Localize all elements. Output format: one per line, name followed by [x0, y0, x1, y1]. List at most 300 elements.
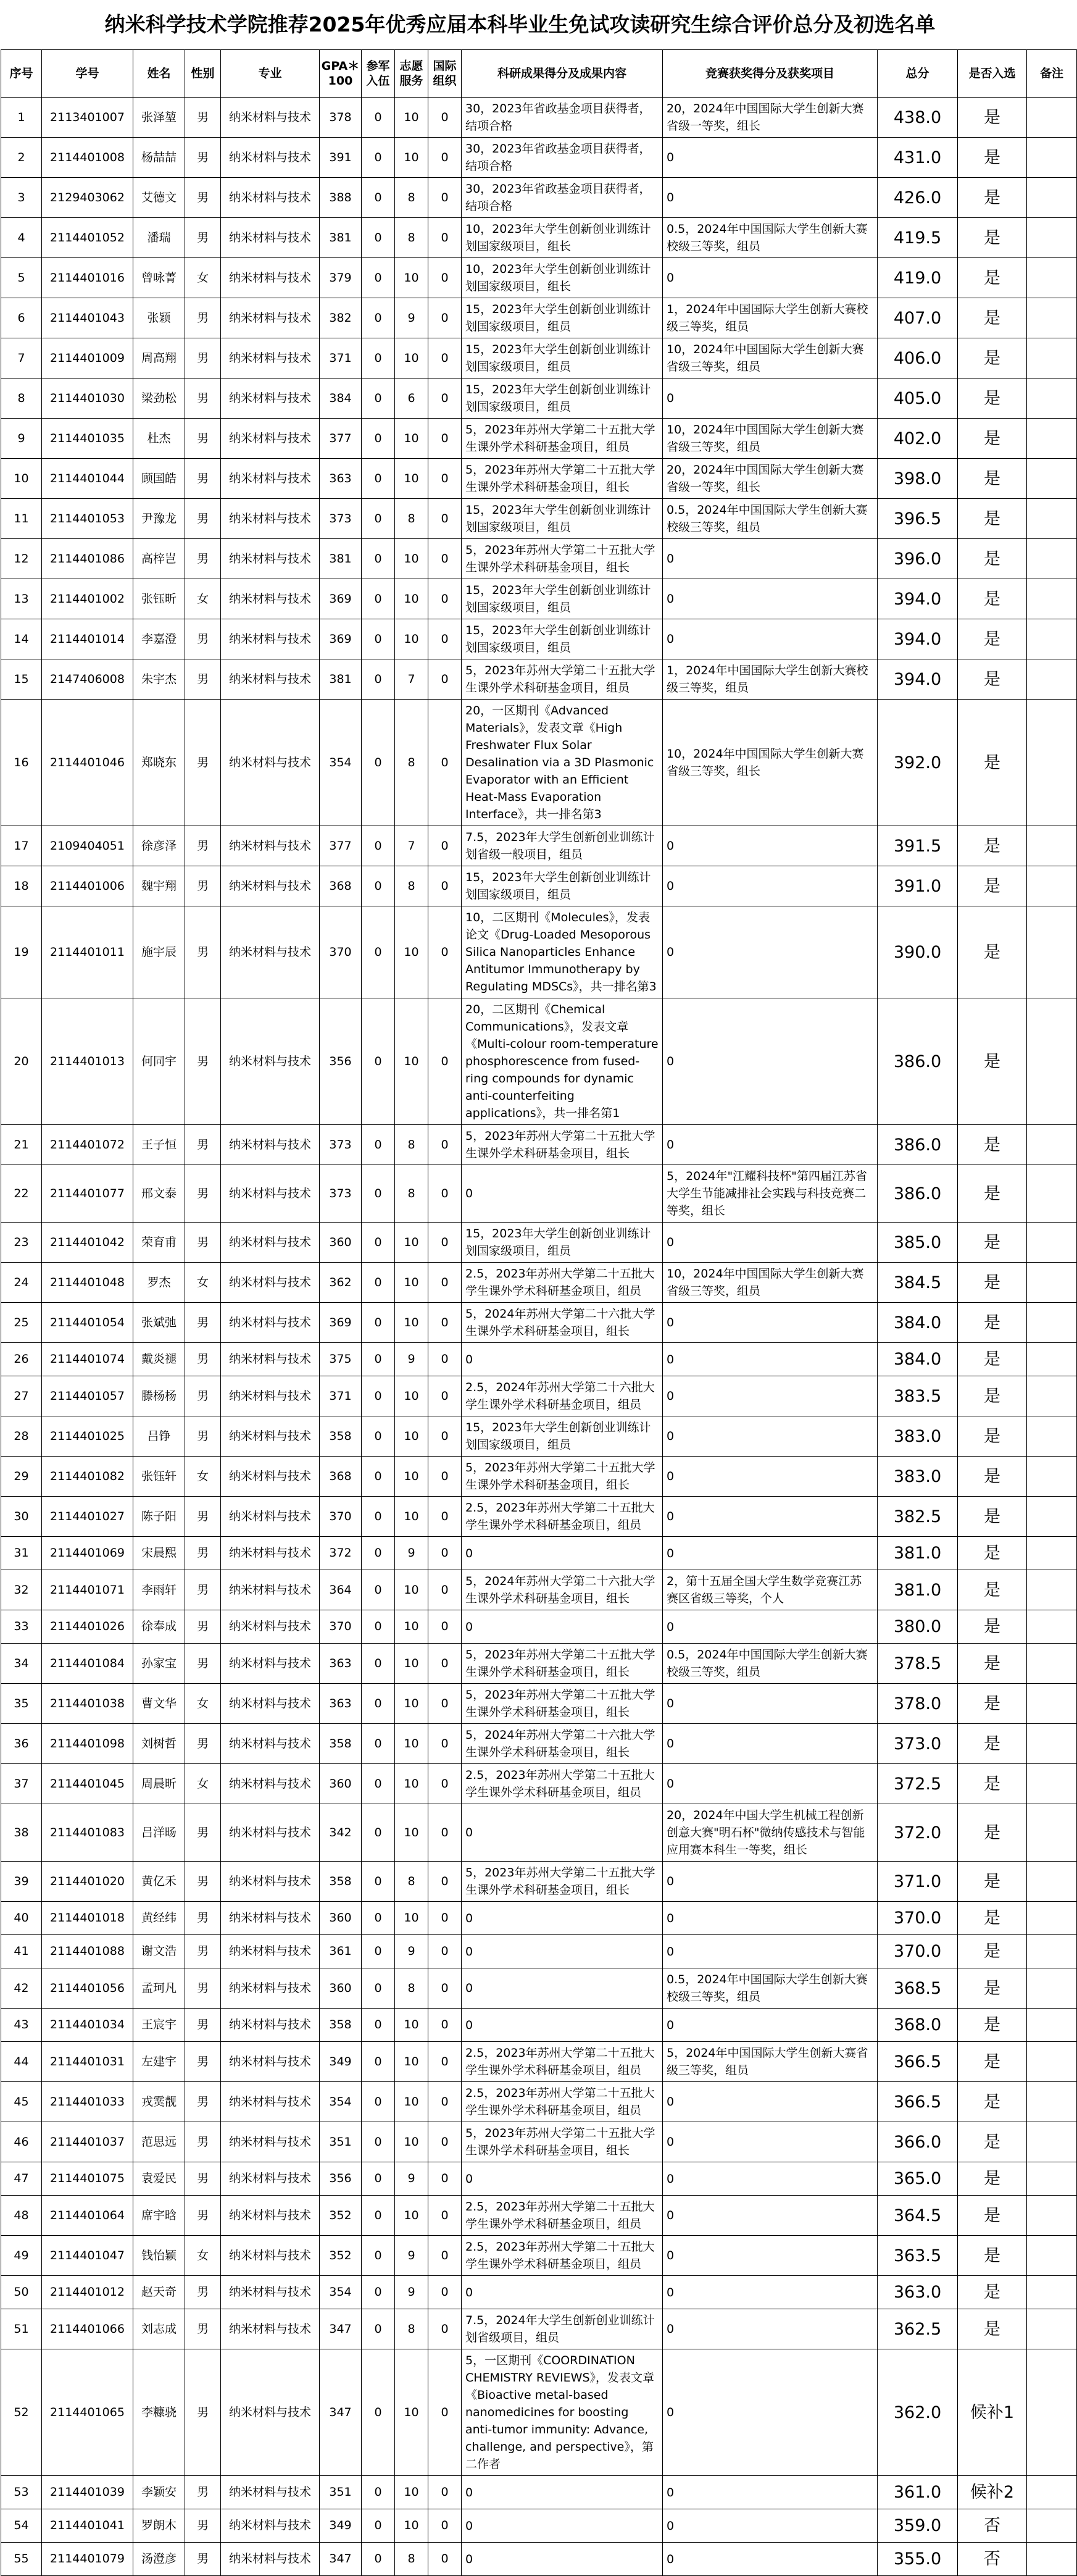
cell-contest: 0	[663, 2543, 878, 2576]
cell-note	[1027, 700, 1077, 826]
cell-selected: 是	[958, 1263, 1027, 1303]
cell-seq: 17	[1, 826, 42, 866]
cell-total: 386.0	[878, 1165, 958, 1223]
cell-gpa: 377	[320, 826, 362, 866]
cell-major: 纳米材料与技术	[221, 1457, 320, 1497]
cell-student-id: 2114401082	[42, 1457, 133, 1497]
cell-note	[1027, 1968, 1077, 2009]
table-row	[1, 2082, 1077, 2122]
cell-total: 438.0	[878, 98, 958, 138]
cell-name: 左建宇	[133, 2042, 185, 2082]
cell-note	[1027, 298, 1077, 338]
cell-gpa: 369	[320, 619, 362, 659]
cell-research: 30，2023年省政基金项目获得者，结项合格	[462, 98, 663, 138]
cell-student-id: 2114401064	[42, 2196, 133, 2236]
cell-army: 0	[362, 579, 395, 619]
cell-seq: 38	[1, 1804, 42, 1862]
cell-selected: 是	[958, 1570, 1027, 1610]
cell-name: 何同宇	[133, 998, 185, 1125]
cell-total: 431.0	[878, 138, 958, 178]
cell-gpa: 370	[320, 1610, 362, 1644]
cell-volunteer: 10	[395, 338, 428, 378]
cell-contest: 1，2024年中国国际大学生创新大赛校级三等奖，组员	[663, 659, 878, 700]
cell-selected: 是	[958, 1935, 1027, 1968]
cell-army: 0	[362, 459, 395, 499]
cell-name: 梁劲松	[133, 378, 185, 419]
cell-major: 纳米材料与技术	[221, 1902, 320, 1935]
cell-research: 0	[462, 1610, 663, 1644]
cell-total: 396.0	[878, 539, 958, 579]
cell-selected: 是	[958, 1497, 1027, 1537]
cell-gpa: 363	[320, 459, 362, 499]
cell-seq: 26	[1, 1343, 42, 1376]
cell-seq: 24	[1, 1263, 42, 1303]
table-row	[1, 1343, 1077, 1376]
cell-contest: 1，2024年中国国际大学生创新大赛校级三等奖，组员	[663, 298, 878, 338]
cell-total: 406.0	[878, 338, 958, 378]
cell-selected: 是	[958, 1804, 1027, 1862]
table-row	[1, 2009, 1077, 2042]
cell-selected: 是	[958, 2162, 1027, 2196]
cell-intl: 0	[428, 1644, 462, 1684]
cell-intl: 0	[428, 98, 462, 138]
cell-volunteer: 8	[395, 2543, 428, 2576]
cell-gender: 男	[185, 906, 221, 998]
table-row	[1, 906, 1077, 998]
cell-note	[1027, 2122, 1077, 2162]
cell-gpa: 360	[320, 1223, 362, 1263]
cell-volunteer: 10	[395, 459, 428, 499]
cell-note	[1027, 2309, 1077, 2349]
cell-volunteer: 8	[395, 1862, 428, 1902]
cell-volunteer: 10	[395, 2509, 428, 2543]
cell-note	[1027, 2082, 1077, 2122]
cell-seq: 45	[1, 2082, 42, 2122]
cell-volunteer: 10	[395, 1263, 428, 1303]
cell-major: 纳米材料与技术	[221, 1644, 320, 1684]
cell-research: 0	[462, 1537, 663, 1570]
cell-note	[1027, 419, 1077, 459]
cell-gpa: 354	[320, 2276, 362, 2309]
table-row	[1, 866, 1077, 906]
cell-army: 0	[362, 2349, 395, 2476]
cell-intl: 0	[428, 1497, 462, 1537]
cell-note	[1027, 1125, 1077, 1165]
cell-army: 0	[362, 700, 395, 826]
cell-research: 10，2023年大学生创新创业训练计划国家级项目，组长	[462, 258, 663, 298]
cell-gpa: 370	[320, 1497, 362, 1537]
cell-student-id: 2114401047	[42, 2236, 133, 2276]
cell-contest: 0	[663, 1902, 878, 1935]
cell-gender: 男	[185, 2509, 221, 2543]
cell-major: 纳米材料与技术	[221, 218, 320, 258]
cell-contest: 0	[663, 906, 878, 998]
cell-army: 0	[362, 2196, 395, 2236]
cell-gpa: 370	[320, 906, 362, 998]
cell-major: 纳米材料与技术	[221, 419, 320, 459]
cell-volunteer: 10	[395, 1804, 428, 1862]
cell-volunteer: 9	[395, 2162, 428, 2196]
table-row	[1, 2196, 1077, 2236]
cell-intl: 0	[428, 2009, 462, 2042]
cell-gender: 女	[185, 1764, 221, 1804]
table-row	[1, 539, 1077, 579]
cell-student-id: 2114401014	[42, 619, 133, 659]
cell-note	[1027, 2276, 1077, 2309]
cell-volunteer: 10	[395, 1223, 428, 1263]
cell-army: 0	[362, 1935, 395, 1968]
cell-major: 纳米材料与技术	[221, 338, 320, 378]
cell-name: 孙家宝	[133, 1644, 185, 1684]
cell-volunteer: 8	[395, 2309, 428, 2349]
cell-selected: 是	[958, 2082, 1027, 2122]
cell-volunteer: 10	[395, 1570, 428, 1610]
cell-research: 5，2023年苏州大学第二十五批大学生课外学术科研基金项目，组长	[462, 459, 663, 499]
cell-selected: 是	[958, 2009, 1027, 2042]
cell-seq: 48	[1, 2196, 42, 2236]
cell-research: 2.5，2023年苏州大学第二十五批大学生课外学术科研基金项目，组员	[462, 1764, 663, 1804]
cell-army: 0	[362, 1343, 395, 1376]
cell-selected: 是	[958, 866, 1027, 906]
cell-note	[1027, 1610, 1077, 1644]
cell-research: 5，2023年苏州大学第二十五批大学生课外学术科研基金项目，组员	[462, 419, 663, 459]
cell-selected: 是	[958, 2196, 1027, 2236]
cell-total: 372.0	[878, 1804, 958, 1862]
cell-gender: 男	[185, 1125, 221, 1165]
cell-selected: 是	[958, 1165, 1027, 1223]
cell-student-id: 2114401066	[42, 2309, 133, 2349]
cell-research: 5，2023年苏州大学第二十五批大学生课外学术科研基金项目，组长	[462, 1644, 663, 1684]
cell-gpa: 358	[320, 1724, 362, 1764]
cell-intl: 0	[428, 2082, 462, 2122]
cell-intl: 0	[428, 1902, 462, 1935]
cell-total: 362.5	[878, 2309, 958, 2349]
table-row	[1, 1684, 1077, 1724]
cell-major: 纳米材料与技术	[221, 2122, 320, 2162]
table-row	[1, 98, 1077, 138]
cell-name: 曹文华	[133, 1684, 185, 1724]
cell-name: 徐奉成	[133, 1610, 185, 1644]
cell-research: 2.5，2023年苏州大学第二十五批大学生课外学术科研基金项目，组员	[462, 2196, 663, 2236]
cell-seq: 31	[1, 1537, 42, 1570]
cell-total: 365.0	[878, 2162, 958, 2196]
cell-seq: 16	[1, 700, 42, 826]
cell-total: 402.0	[878, 419, 958, 459]
header-army: 参军入伍	[362, 50, 395, 98]
cell-name: 艾德文	[133, 178, 185, 218]
cell-research: 5，2024年苏州大学第二十六批大学生课外学术科研基金项目，组长	[462, 1303, 663, 1343]
cell-gpa: 364	[320, 1570, 362, 1610]
cell-total: 355.0	[878, 2543, 958, 2576]
cell-major: 纳米材料与技术	[221, 1862, 320, 1902]
cell-volunteer: 8	[395, 1125, 428, 1165]
cell-total: 368.0	[878, 2009, 958, 2042]
cell-note	[1027, 2349, 1077, 2476]
header-seq: 序号	[1, 50, 42, 98]
header-research: 科研成果得分及成果内容	[462, 50, 663, 98]
cell-selected: 是	[958, 2276, 1027, 2309]
cell-contest: 0	[663, 2082, 878, 2122]
table-row	[1, 1416, 1077, 1457]
cell-research: 5，2024年苏州大学第二十六批大学生课外学术科研基金项目，组长	[462, 1570, 663, 1610]
cell-contest: 0	[663, 2476, 878, 2509]
cell-gender: 男	[185, 998, 221, 1125]
cell-contest: 0	[663, 1125, 878, 1165]
cell-note	[1027, 866, 1077, 906]
cell-research: 15，2023年大学生创新创业训练计划国家级项目，组员	[462, 338, 663, 378]
cell-army: 0	[362, 659, 395, 700]
cell-note	[1027, 459, 1077, 499]
table-row	[1, 619, 1077, 659]
cell-selected: 是	[958, 178, 1027, 218]
table-row	[1, 1968, 1077, 2009]
cell-total: 386.0	[878, 1125, 958, 1165]
cell-intl: 0	[428, 298, 462, 338]
cell-research: 2.5，2023年苏州大学第二十五批大学生课外学术科研基金项目，组员	[462, 2042, 663, 2082]
cell-note	[1027, 1935, 1077, 1968]
cell-contest: 0	[663, 2162, 878, 2196]
table-row	[1, 2276, 1077, 2309]
cell-student-id: 2114401052	[42, 218, 133, 258]
cell-research: 0	[462, 1902, 663, 1935]
cell-name: 宋晨熙	[133, 1537, 185, 1570]
cell-note	[1027, 1165, 1077, 1223]
table-row	[1, 218, 1077, 258]
cell-student-id: 2114401025	[42, 1416, 133, 1457]
cell-note	[1027, 2509, 1077, 2543]
table-row	[1, 2509, 1077, 2543]
table-row	[1, 2309, 1077, 2349]
cell-selected: 是	[958, 459, 1027, 499]
cell-selected: 是	[958, 98, 1027, 138]
cell-name: 张颖	[133, 298, 185, 338]
cell-gpa: 381	[320, 539, 362, 579]
cell-seq: 5	[1, 258, 42, 298]
cell-research: 15，2023年大学生创新创业训练计划国家级项目，组员	[462, 298, 663, 338]
cell-gender: 女	[185, 2236, 221, 2276]
cell-contest: 0	[663, 1764, 878, 1804]
cell-student-id: 2114401034	[42, 2009, 133, 2042]
cell-intl: 0	[428, 2042, 462, 2082]
cell-army: 0	[362, 539, 395, 579]
table-row	[1, 2042, 1077, 2082]
cell-gender: 男	[185, 539, 221, 579]
cell-note	[1027, 619, 1077, 659]
cell-army: 0	[362, 138, 395, 178]
cell-student-id: 2109404051	[42, 826, 133, 866]
table-row	[1, 258, 1077, 298]
cell-army: 0	[362, 1804, 395, 1862]
cell-intl: 0	[428, 826, 462, 866]
cell-name: 徐彦泽	[133, 826, 185, 866]
cell-army: 0	[362, 1223, 395, 1263]
cell-student-id: 2114401045	[42, 1764, 133, 1804]
cell-student-id: 2114401074	[42, 1343, 133, 1376]
cell-seq: 42	[1, 1968, 42, 2009]
cell-note	[1027, 2162, 1077, 2196]
cell-major: 纳米材料与技术	[221, 826, 320, 866]
cell-selected: 是	[958, 298, 1027, 338]
cell-intl: 0	[428, 2162, 462, 2196]
cell-research: 5，2023年苏州大学第二十五批大学生课外学术科研基金项目，组长	[462, 1125, 663, 1165]
cell-intl: 0	[428, 1376, 462, 1416]
cell-gender: 男	[185, 419, 221, 459]
cell-student-id: 2114401020	[42, 1862, 133, 1902]
cell-volunteer: 10	[395, 2122, 428, 2162]
cell-volunteer: 9	[395, 1343, 428, 1376]
cell-major: 纳米材料与技术	[221, 1537, 320, 1570]
cell-army: 0	[362, 2476, 395, 2509]
table-row	[1, 138, 1077, 178]
cell-student-id: 2114401013	[42, 998, 133, 1125]
cell-research: 2.5，2024年苏州大学第二十六批大学生课外学术科研基金项目，组员	[462, 1376, 663, 1416]
cell-selected: 是	[958, 1223, 1027, 1263]
cell-total: 426.0	[878, 178, 958, 218]
cell-note	[1027, 659, 1077, 700]
cell-seq: 18	[1, 866, 42, 906]
table-row	[1, 1644, 1077, 1684]
cell-gender: 男	[185, 1570, 221, 1610]
cell-gender: 男	[185, 338, 221, 378]
cell-army: 0	[362, 1610, 395, 1644]
cell-seq: 41	[1, 1935, 42, 1968]
cell-contest: 0	[663, 2196, 878, 2236]
cell-major: 纳米材料与技术	[221, 138, 320, 178]
cell-gpa: 362	[320, 1263, 362, 1303]
cell-selected: 是	[958, 378, 1027, 419]
table-row	[1, 1303, 1077, 1343]
cell-selected: 是	[958, 2309, 1027, 2349]
cell-intl: 0	[428, 1804, 462, 1862]
cell-intl: 0	[428, 700, 462, 826]
cell-selected: 是	[958, 2122, 1027, 2162]
cell-gpa: 372	[320, 1537, 362, 1570]
cell-total: 394.0	[878, 579, 958, 619]
cell-major: 纳米材料与技术	[221, 2236, 320, 2276]
cell-note	[1027, 378, 1077, 419]
cell-volunteer: 10	[395, 1644, 428, 1684]
cell-gender: 男	[185, 1223, 221, 1263]
cell-total: 419.5	[878, 218, 958, 258]
cell-student-id: 2114401071	[42, 1570, 133, 1610]
cell-selected: 是	[958, 1343, 1027, 1376]
cell-research: 5，2024年苏州大学第二十六批大学生课外学术科研基金项目，组长	[462, 1724, 663, 1764]
cell-note	[1027, 539, 1077, 579]
cell-contest: 0	[663, 2122, 878, 2162]
cell-name: 汤澄彦	[133, 2543, 185, 2576]
cell-volunteer: 10	[395, 98, 428, 138]
cell-major: 纳米材料与技术	[221, 539, 320, 579]
cell-army: 0	[362, 1125, 395, 1165]
cell-volunteer: 10	[395, 579, 428, 619]
table-body	[1, 98, 1077, 2576]
cell-note	[1027, 499, 1077, 539]
cell-research: 5，2023年苏州大学第二十五批大学生课外学术科研基金项目，组长	[462, 539, 663, 579]
cell-total: 373.0	[878, 1724, 958, 1764]
cell-note	[1027, 1343, 1077, 1376]
cell-army: 0	[362, 98, 395, 138]
cell-seq: 19	[1, 906, 42, 998]
cell-volunteer: 10	[395, 2349, 428, 2476]
cell-gender: 男	[185, 2042, 221, 2082]
cell-seq: 20	[1, 998, 42, 1125]
cell-selected: 否	[958, 2509, 1027, 2543]
cell-volunteer: 6	[395, 378, 428, 419]
cell-intl: 0	[428, 258, 462, 298]
cell-research: 2.5，2023年苏州大学第二十五批大学生课外学术科研基金项目，组员	[462, 1263, 663, 1303]
cell-research: 20，二区期刊《Chemical Communications》，发表文章《Multi-colour room-temperature phosphorescence from fused-ring compounds for dynamic anti-counterfeiting applications》，共一排名第1	[462, 998, 663, 1125]
table-row	[1, 2476, 1077, 2509]
cell-student-id: 2114401083	[42, 1804, 133, 1862]
cell-student-id: 2113401007	[42, 98, 133, 138]
cell-student-id: 2114401075	[42, 2162, 133, 2196]
cell-seq: 9	[1, 419, 42, 459]
cell-name: 李雨轩	[133, 1570, 185, 1610]
cell-note	[1027, 1303, 1077, 1343]
cell-contest: 0	[663, 1724, 878, 1764]
cell-gender: 男	[185, 1376, 221, 1416]
table-row	[1, 1804, 1077, 1862]
cell-total: 384.0	[878, 1303, 958, 1343]
cell-contest: 0	[663, 539, 878, 579]
cell-intl: 0	[428, 2309, 462, 2349]
cell-army: 0	[362, 2509, 395, 2543]
cell-research: 0	[462, 1935, 663, 1968]
table-row	[1, 1724, 1077, 1764]
cell-gpa: 371	[320, 1376, 362, 1416]
cell-intl: 0	[428, 1125, 462, 1165]
cell-research: 15，2023年大学生创新创业训练计划国家级项目，组员	[462, 1416, 663, 1457]
cell-army: 0	[362, 1416, 395, 1457]
cell-intl: 0	[428, 2349, 462, 2476]
cell-volunteer: 8	[395, 499, 428, 539]
cell-seq: 43	[1, 2009, 42, 2042]
cell-gpa: 369	[320, 579, 362, 619]
cell-gender: 男	[185, 138, 221, 178]
cell-note	[1027, 1376, 1077, 1416]
cell-volunteer: 10	[395, 1457, 428, 1497]
cell-contest: 5，2024年"江耀科技杯"第四届江苏省大学生节能减排社会实践与科技竞赛二等奖，组长	[663, 1165, 878, 1223]
cell-selected: 是	[958, 998, 1027, 1125]
cell-major: 纳米材料与技术	[221, 2196, 320, 2236]
cell-gpa: 354	[320, 700, 362, 826]
cell-name: 潘瑞	[133, 218, 185, 258]
cell-intl: 0	[428, 1724, 462, 1764]
cell-volunteer: 10	[395, 2476, 428, 2509]
cell-gender: 女	[185, 579, 221, 619]
cell-intl: 0	[428, 866, 462, 906]
cell-major: 纳米材料与技术	[221, 178, 320, 218]
cell-note	[1027, 1764, 1077, 1804]
cell-note	[1027, 1804, 1077, 1862]
header-gender: 性别	[185, 50, 221, 98]
cell-total: 363.0	[878, 2276, 958, 2309]
cell-gender: 男	[185, 2476, 221, 2509]
cell-seq: 21	[1, 1125, 42, 1165]
cell-volunteer: 9	[395, 2276, 428, 2309]
cell-major: 纳米材料与技术	[221, 2476, 320, 2509]
cell-gender: 男	[185, 178, 221, 218]
cell-gpa: 384	[320, 378, 362, 419]
cell-research: 10，二区期刊《Molecules》，发表论文《Drug-Loaded Mesoporous Silica Nanoparticles Enhance Antitumor Immunotherapy by Regulating MDSCs》，共一排名第3	[462, 906, 663, 998]
table-row	[1, 1457, 1077, 1497]
cell-student-id: 2114401041	[42, 2509, 133, 2543]
cell-contest: 0	[663, 1862, 878, 1902]
cell-gpa: 373	[320, 1165, 362, 1223]
cell-name: 杜杰	[133, 419, 185, 459]
cell-intl: 0	[428, 419, 462, 459]
cell-intl: 0	[428, 2509, 462, 2543]
